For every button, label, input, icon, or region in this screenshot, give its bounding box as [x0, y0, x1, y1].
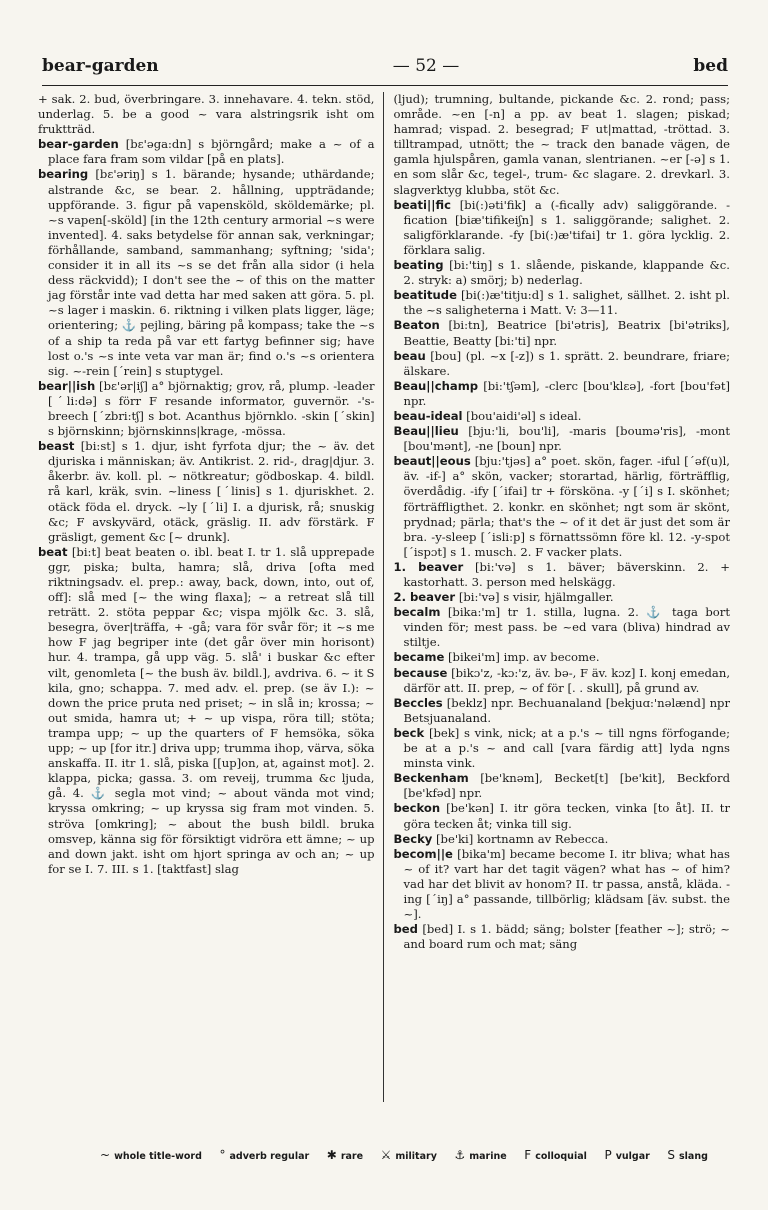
header-rule: [42, 85, 728, 86]
entry-definition: [bi:st] s 1. djur, isht fyrfota djur; the ~ äv. det djuriska i människan; äv. Antikrist. 2. rid-, drag|djur. 3. åkerbr. äv. koll. pl. ~ nötkreatur; gödboskap. 4. bildl. rå karl, kräk, svin. ~liness [ˊlinis] s 1. djuriskhet. 2. otäck föda el. dryck. ~ly [ˊli] I. a djurisk, rå; snuskig &c; F avskyvärd, otäck, gräslig. II. adv förstärk. F gräsligt, gement &c [~ drunk].: [48, 439, 375, 544]
legend-symbol: ⚓: [454, 1148, 466, 1162]
entry-definition: [bi(:)æ'titju:d] s 1. salighet, sällhet. 2. isht pl. the ~s saligheterna i Matt. V: 3—11.: [403, 288, 730, 318]
entry-definition: [bed] I. s 1. bädd; säng; bolster [feather ~]; strö; ~ and board rum och mat; säng: [403, 922, 730, 952]
entry-definition: [bɛ'əga:dn] s björngård; make a ~ of a place fara fram som vildar [på en plats].: [48, 137, 375, 167]
legend-label: colloquial: [535, 1151, 587, 1162]
entry-headword: beast: [38, 439, 75, 454]
dictionary-entry: [394, 590, 731, 605]
entry-headword: bear||ish: [38, 378, 96, 393]
entry-definition: [bika'm] became become I. itr bliva; what has ~ of it? vart har det tagit vägen? what has ~ of him? vad har det blivit av honom? II. tr passa, anstå, kläda. -ing [ˊiŋ] a° passande, tillbörlig; klädsam [äv. subst. the ~].: [403, 846, 730, 922]
legend-item: [219, 1148, 309, 1162]
entry-headword: Becky: [393, 831, 433, 846]
dictionary-entry: [394, 258, 731, 288]
dictionary-entry: [38, 439, 375, 545]
entry-headword: Beau||champ: [393, 378, 479, 393]
dictionary-entry: [394, 349, 731, 379]
dictionary-entry: [394, 771, 731, 801]
legend-label: slang: [679, 1151, 708, 1162]
dictionary-entry: [394, 922, 731, 952]
entry-definition: [be'knəm], Becket[t] [be'kit], Beckford [be'kfəd] npr.: [403, 771, 730, 801]
page-header: [42, 56, 728, 82]
entry-definition: + sak. 2. bud, överbringare. 3. innehavare. 4. tekn. stöd, underlag. 5. be a good ~ vara alstringsrik isht om fruktträd.: [38, 92, 375, 137]
entry-definition: [be'ki] kortnamn av Rebecca.: [432, 831, 609, 846]
entry-headword: bed: [393, 922, 418, 937]
left-column: [38, 92, 384, 1102]
dictionary-entry: [394, 560, 731, 590]
entry-definition: [bikei'm] imp. av become.: [444, 650, 600, 665]
dictionary-entry: [394, 696, 731, 726]
legend-symbol: F: [524, 1148, 532, 1162]
entry-headword: 1. beaver: [393, 559, 464, 574]
legend-label: marine: [469, 1151, 507, 1162]
entry-definition: [bikɔ'z, -kɔ:'z, äv. bə-, F äv. kɔz] I. konj emedan, därför att. II. prep, ~ of för [. . skull], på grund av.: [403, 665, 730, 695]
dictionary-entry: [394, 92, 731, 198]
legend-label: adverb regular: [229, 1151, 310, 1162]
dictionary-entry: [394, 666, 731, 696]
entry-headword: beaut||eous: [393, 454, 471, 469]
entry-definition: [bɛ'ər|iʃ] a° björnaktig; grov, rå, plump. -leader [ˊli:də] s förr F resande informator, guvernör. -'s-breech [ˊzbri:tʃ] s bot. Acanthus björnklo. -skin [ˊskin] s björnskinn; björnskinns|krage, -mössa.: [48, 378, 375, 439]
legend-symbol: ~: [100, 1148, 111, 1162]
entry-definition: (ljud); trumning, bultande, pickande &c. 2. rond; pass; område. ~en [-n] a pp. av beat 1. slagen; piskad; hamrad; vispad. 2. besegrad; F ut|mattad, -tröttad. 3. tilltrampad, utnött; the ~ track den banade vägen, de gamla hjulspåren, gamla vanan, slentrianen. ~er [-ə] s 1. en som slår &c, tegel-, trum- &c slagare. 2. drevkarl. 3. slagverktyg klubba, stöt &c.: [393, 92, 730, 197]
entry-headword: beck: [393, 725, 425, 740]
entry-definition: [bek] s vink, nick; at a p.'s ~ till ngns förfogande; be at a p.'s ~ and call [vara färdig att] lyda ngns minsta vink.: [403, 725, 730, 771]
entry-headword: Beckenham: [393, 771, 469, 786]
legend-item: [454, 1148, 506, 1162]
entry-definition: [bi:'və] s 1. bäver; bäverskinn. 2. + kastorhatt. 3. person med helskägg.: [403, 559, 730, 589]
entry-definition: [bɛ'əriŋ] s 1. bärande; hysande; uthärdande; alstrande &c, se bear. 2. hållning, uppträdande; uppförande. 3. figur på vapensköld, sköldemärke; pl. ~s vapen[-sköld] [in the 12th century armorial ~s were invented]. 4. saks betydelse för annan sak, verkningar; förhållande, samband, sammanhang; syftning; 'sida'; consider it in all its ~s se det från alla sidor (i hela dess räckvidd); I don't see the ~ of this on the matter jag förstår inte vad detta har med saken att göra. 5. pl. ~s lager i maskin. 6. riktning i vilken plats ligger, läge; orientering; ⚓ pejling, bäring på kompass; take the ~s of a ship ta reda på var ett fartyg befinner sig; have lost o.'s ~s inte veta var man är; find o.'s ~s orientera sig. ~-rein [ˊrein] s stuptygel.: [48, 167, 375, 378]
dictionary-entry: [394, 605, 731, 650]
entry-headword: beau: [393, 348, 426, 363]
dictionary-entry: [394, 832, 731, 847]
right-column: [394, 92, 731, 1102]
entry-headword: becom||e: [393, 846, 453, 861]
symbol-legend: [100, 1148, 708, 1162]
dictionary-entry: [394, 409, 731, 424]
legend-label: vulgar: [615, 1151, 650, 1162]
entry-definition: [bi:'tiŋ] s 1. slående, piskande, klappande &c. 2. stryk: a) smörj; b) nederlag.: [403, 258, 730, 288]
legend-item: [667, 1148, 708, 1162]
dictionary-entry: [394, 318, 731, 348]
page-number: — 52 —: [392, 56, 460, 76]
dictionary-entry: [38, 545, 375, 877]
running-head-left: bear-garden: [42, 56, 159, 76]
legend-item: [100, 1148, 202, 1162]
dictionary-entry: [38, 92, 375, 137]
dictionary-body: [38, 92, 730, 1102]
legend-item: [327, 1148, 363, 1162]
entry-definition: [beklz] npr. Bechuanaland [bekjuɑ:'nəlænd] npr Betsjuanaland.: [403, 695, 730, 725]
legend-symbol: S: [667, 1148, 676, 1162]
dictionary-entry: [394, 379, 731, 409]
legend-item: [381, 1148, 437, 1162]
dictionary-entry: [394, 288, 731, 318]
dictionary-entry: [394, 650, 731, 665]
entry-definition: [be'kən] I. itr göra tecken, vinka [to åt]. II. tr göra tecken åt; vinka till sig.: [403, 801, 730, 831]
entry-definition: [bika:'m] tr 1. stilla, lugna. 2. ⚓ taga bort vinden för; mest pass. be ~ed vara (bliva) hindrad av stiltje.: [403, 605, 730, 650]
legend-symbol: ✱: [326, 1148, 337, 1162]
entry-headword: Beaton: [393, 318, 440, 333]
dictionary-entry: [394, 454, 731, 560]
entry-headword: Beau||lieu: [393, 424, 459, 439]
entry-headword: bear-garden: [38, 137, 119, 152]
entry-definition: [bi(:)əti'fik] a (-fically adv) saliggörande. -fication [biæ'tifikeiʃn] s 1. saliggörande; salighet. 2. saligförklarande. -fy [bi(:)æ'tifai] tr 1. göra lycklig. 2. förklara salig.: [403, 197, 730, 257]
entry-headword: beati||fic: [393, 197, 451, 212]
dictionary-entry: [38, 137, 375, 167]
entry-headword: became: [393, 650, 445, 665]
entry-headword: beatitude: [393, 288, 457, 303]
entry-headword: Beccles: [393, 695, 443, 710]
legend-symbol: °: [219, 1148, 226, 1162]
legend-symbol: P: [604, 1148, 612, 1162]
dictionary-entry: [394, 726, 731, 771]
entry-definition: [bju:'tjəs] a° poet. skön, fager. -iful [ˊəf(u)l, äv. -if-] a° skön, vacker; storartad, härlig, förträfflig, överdådig. -ify [ˊifai] tr + förskönа. -y [ˊi] s I. skönhet; förträffligthet. 2. konkr. en skönhet; ngt som är skönt, prydnad; pärla; that's the ~ of it det är just det som är bra. -y-sleep [ˊisli:p] s förnattssömn före kl. 12. -y-spot [ˊispɔt] s 1. musch. 2. F vacker plats.: [403, 454, 730, 559]
dictionary-entry: [394, 198, 731, 258]
entry-definition: [bju:'li, bou'li], -maris [boumə'ris], -mont [bou'mənt], -ne [boun] npr.: [403, 424, 730, 454]
running-head-right: bed: [693, 56, 728, 76]
entry-headword: beat: [38, 544, 68, 559]
legend-item: [524, 1148, 587, 1162]
entry-headword: 2. beaver: [393, 590, 456, 605]
dictionary-entry: [394, 424, 731, 454]
legend-symbol: ⚔: [380, 1148, 392, 1162]
legend-label: whole title-word: [114, 1151, 202, 1162]
entry-definition: [bou] (pl. ~x [-z]) s 1. sprätt. 2. beundrare, friare; älskare.: [403, 348, 730, 378]
entry-headword: becalm: [393, 605, 441, 620]
dictionary-entry: [394, 801, 731, 831]
entry-definition: [bi:tn], Beatrice [bi'ətris], Beatrix [bi'ətriks], Beattie, Beatty [bi:'ti] npr.: [403, 318, 730, 348]
entry-definition: [bou'aidi'əl] s ideal.: [462, 408, 582, 423]
dictionary-entry: [38, 167, 375, 378]
entry-headword: because: [393, 665, 448, 680]
entry-headword: beau-ideal: [393, 408, 463, 423]
legend-item: [604, 1148, 649, 1162]
dictionary-entry: [394, 847, 731, 922]
entry-headword: beating: [393, 258, 444, 273]
legend-label: military: [395, 1151, 437, 1162]
entry-definition: [bi:t] beat beaten o. ibl. beat I. tr 1. slå upprepade ggr, piska; bulta, hamra; slå, driva [ofta med riktningsadv. el. prep.: away, back, down, into, out of, off]: slå med [~ the wing flaxa]; ~ a retreat slå till reträtt. 2. stöta peppar &c; vispa mjölk &c. 3. slå, besegra, över|träffa, + -gå; vara för svår för; it ~s me how F jag begriper inte (det går över min horisont) hur. 4. trampa, gå upp väg. 5. slå' i buskar &c efter vilt, genomleta [~ the bush äv. bildl.], avdriva. 6. ~ it S kila, gno; schappa. 7. med adv. el. prep. (se äv I.): ~ down the price pruta ned priset; ~ in slå in; krossa; ~ out smida, hamra ut; + ~ up vispa, röra till; stöta; trampa upp; ~ up the quarters of F hemsöka, söka upp; ~ up [for itr.] driva upp; trumma ihop, värva, söka anskaffa. II. itr 1. slå, piska [[up]on, at, against mot]. 2. klappa, picka; gassa. 3. om reveij, trumma &c ljuda, gå. 4. ⚓ segla mot vind; ~ about vända mot vind; kryssa omkring; ~ up kryssa sig fram mot vinden. 5. ströva [omkring]; ~ about the bush bildl. bruka omsvep, känna sig för försiktigt vidröra ett ämne; ~ up and down jakt. isht om hjort springa av och an; ~ up for se I. 7. III. s 1. [taktfast] slag: [48, 544, 375, 876]
legend-label: rare: [340, 1151, 364, 1162]
entry-definition: [bi:'tʃəm], -clerc [bou'klɛə], -fort [bou'fət] npr.: [403, 378, 730, 408]
dictionary-entry: [38, 379, 375, 439]
entry-headword: bearing: [38, 167, 89, 182]
entry-definition: [bi:'və] s visir, hjälmgaller.: [455, 590, 614, 605]
entry-headword: beckon: [393, 801, 441, 816]
